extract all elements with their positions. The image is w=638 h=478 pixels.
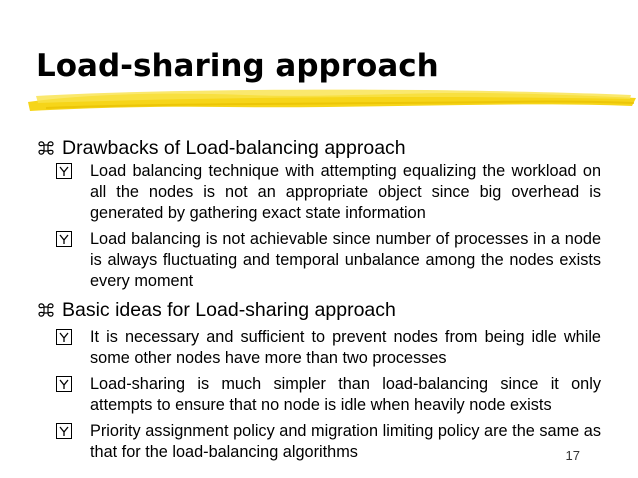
list-item-text: Priority assignment policy and migration limiting policy are the same as that for the load-balancing algorithms [90, 422, 601, 461]
slide-body [36, 136, 601, 463]
checkbox-y-icon [56, 231, 72, 247]
title-highlight-stroke [26, 84, 638, 114]
page-number: 17 [565, 448, 580, 463]
section-basic-ideas [36, 298, 601, 463]
command-key-icon [38, 139, 54, 157]
command-key-icon [38, 301, 54, 319]
checkbox-y-icon [56, 329, 72, 345]
list-item-text: Load balancing is not achievable since number of processes in a node is always fluctuating and temporal unbalance among the nodes exists every moment [90, 230, 601, 290]
section-heading-text: Drawbacks of Load-balancing approach [62, 137, 406, 159]
list-item-text: Load balancing technique with attempting equalizing the workload on all the nodes is not an appropriate object since big overhead is generated by gathering exact state information [90, 162, 601, 222]
section-drawbacks [36, 136, 601, 292]
section-heading [36, 298, 601, 323]
list-item [56, 374, 601, 416]
slide-title: Load-sharing approach [36, 48, 439, 84]
list-item [56, 161, 601, 224]
section-heading [36, 136, 601, 161]
list-item [56, 327, 601, 369]
list-item [56, 229, 601, 292]
list-item-text: Load-sharing is much simpler than load-balancing since it only attempts to ensure that no node is idle when heavily node exists [90, 375, 601, 414]
list-item-text: It is necessary and sufficient to prevent nodes from being idle while some other nodes have more than two processes [90, 328, 601, 367]
checkbox-y-icon [56, 423, 72, 439]
checkbox-y-icon [56, 376, 72, 392]
checkbox-y-icon [56, 163, 72, 179]
list-item [56, 421, 601, 463]
section-heading-text: Basic ideas for Load-sharing approach [62, 299, 396, 321]
